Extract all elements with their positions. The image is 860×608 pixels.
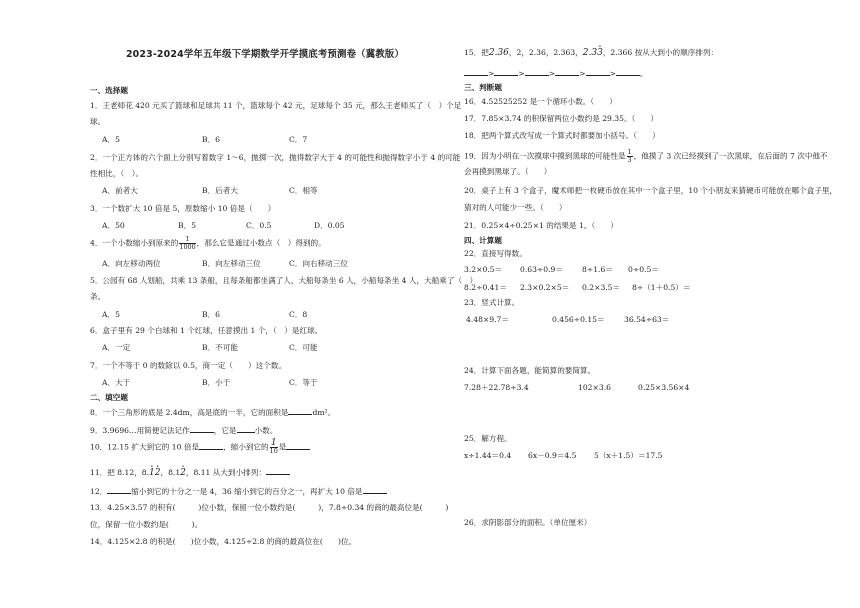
- question-5: 5．公园有 68 人划船，共乘 13 条船，且每条船都坐满了人，大船每条坐 6 人，小船每条坐 4 人，大船乘了（ ）: [90, 276, 478, 285]
- option-b: B．5: [178, 221, 197, 230]
- unit-label: dm²。: [312, 408, 336, 417]
- question-19-text: 19．因为小明在一次摸球中摸到黑球的可能性是: [464, 151, 626, 161]
- answer-blank[interactable]: [286, 442, 310, 450]
- question-7: 7．一个不等于 0 的数除以 0.5，商一定（ ）这个数。: [90, 361, 287, 370]
- calc-item: 7.28＋22.78÷3.4: [464, 383, 529, 392]
- calc-item: 0÷0.5＝: [628, 265, 659, 274]
- section-heading: 一、选择题: [90, 86, 128, 95]
- section-heading: 二、填空题: [90, 393, 128, 402]
- question-18: 18．把两个算式改写成一个算式时都要加小括号。（ ）: [464, 131, 660, 140]
- calc-item: 102×3.6: [578, 383, 611, 392]
- question-20: 20．桌子上有 3 个盒子，魔术师把一枚硬币放在其中一个盒子里，10 个小朋友来猜硬币可能放在哪个盒子里，: [464, 186, 838, 195]
- question-17: 17．7.85×3.74 的积保留两位小数约是 29.35。（ ）: [464, 114, 659, 123]
- question-11-text: ，8.1: [160, 468, 181, 477]
- repeating-digit: • 3: [597, 48, 603, 58]
- greater-than: >: [579, 69, 586, 78]
- question-21: 21．0.25×4÷0.25×1 的结果是 1。（ ）: [464, 221, 619, 230]
- option-c: C．7: [289, 135, 308, 144]
- question-11: [90, 467, 290, 478]
- calc-item: 0.2×3.5＝: [582, 283, 621, 292]
- answer-blank[interactable]: [266, 467, 290, 475]
- question-15-text: ，2，2.36，2.363，: [508, 48, 583, 57]
- option-c: C．可能: [289, 343, 318, 352]
- question-24: 24．计算下面各题，能简算的要简算。: [464, 366, 596, 375]
- option-a: A．一定: [102, 343, 131, 352]
- question-19-text: ，他摸了 3 次已经摸到了一次黑球，在后面的 7 次中他不: [633, 151, 828, 161]
- question-15-text: 15．把: [464, 48, 489, 57]
- fraction-denominator: 1000: [179, 243, 196, 251]
- option-a: A．5: [102, 135, 120, 144]
- equation-item: 5（x＋1.5）＝17.5: [594, 451, 663, 460]
- question-19-cont: 会再摸到黑球了。（ ）: [464, 167, 552, 176]
- repeating-decimal: 2.36: [488, 48, 509, 58]
- question-9-text: ，它是: [213, 426, 237, 435]
- option-a: A．5: [102, 310, 120, 319]
- calc-item: 36.54÷63＝: [624, 315, 670, 324]
- fraction-numerator: 1: [627, 148, 632, 156]
- answer-blank[interactable]: [288, 407, 312, 415]
- question-16: 16．4.52525252 是一个循环小数。（ ）: [464, 97, 617, 106]
- greater-than: >: [518, 69, 525, 78]
- question-4-text: ，那么它是通过小数点（ ）得到的。: [196, 238, 326, 248]
- question-8: [90, 407, 335, 418]
- question-2-cont: 性相比，（ ）。: [90, 169, 144, 178]
- question-22: 22．直接写得数。: [464, 249, 527, 258]
- option-b: B．不可能: [202, 343, 238, 352]
- question-9: [90, 425, 277, 436]
- ordering-blanks: [464, 68, 647, 79]
- question-4-text: 4．一个小数缩小到原来的: [90, 238, 179, 248]
- repeating-digit: • 2: [180, 468, 186, 478]
- calc-item: 8.2÷0.41＝: [464, 283, 507, 292]
- section-heading: 四、计算题: [464, 236, 502, 245]
- question-5-cont: 条。: [90, 292, 106, 301]
- calc-item: 0.25×3.56×4: [638, 383, 690, 392]
- question-4: [90, 236, 326, 251]
- question-8-text: 8．一个三角形的底是 2.4dm，高是底的一半，它的面积是: [90, 408, 289, 417]
- option-c: C．向右移动三位: [289, 259, 348, 268]
- question-9-text: 9．3.9696…用简便记法记作: [90, 426, 190, 435]
- question-10: [90, 440, 310, 455]
- calc-item: 3.2×0.5＝: [464, 265, 503, 274]
- section-heading: 三、判断题: [464, 83, 502, 92]
- question-9-text: 小数。: [254, 426, 278, 435]
- answer-blank[interactable]: [237, 425, 255, 433]
- question-12: [90, 486, 387, 497]
- question-20-cont: 猜对的人可能少一些。（ ）: [464, 203, 567, 212]
- option-b: B．小于: [202, 378, 231, 387]
- question-10-text: 10．12.15 扩大到它的 10 倍是: [90, 442, 200, 452]
- calc-item: 8÷1.6＝: [582, 265, 613, 274]
- question-23: 23．竖式计算。: [464, 298, 520, 307]
- question-1: 1．王老师花 420 元买了篮球和足球共 11 个，篮球每个 42 元，足球每个 35 元，那么王老师买了（ ）个足: [90, 101, 462, 110]
- option-a: A．50: [102, 221, 125, 230]
- answer-blank[interactable]: [190, 425, 214, 433]
- calc-item: 0.456÷0.15＝: [552, 315, 605, 324]
- calc-item: 4.48×9.7＝: [466, 315, 509, 324]
- question-15-text: ，2.366 按从大到小的顺序排列：: [602, 48, 719, 57]
- answer-blank[interactable]: [494, 68, 518, 76]
- greater-than: >: [548, 69, 556, 78]
- fraction-denominator: 3: [627, 156, 632, 164]
- question-10-text: ，缩小到它的: [223, 442, 269, 452]
- question-6: 6．盒子里有 29 个白球和 1 个红球，任意摸出 1 个，（ ）是红球。: [90, 326, 323, 335]
- question-26: 26．求阴影部分的面积。（单位厘米）: [464, 518, 592, 527]
- answer-blank[interactable]: [586, 68, 610, 76]
- answer-blank[interactable]: [464, 68, 488, 76]
- question-3: 3．一个数扩大 10 倍是 5，原数缩小 10 倍是（ ）: [90, 204, 276, 213]
- question-11-text: 11．把 8.12，8.: [90, 468, 150, 477]
- option-c: C．8: [289, 310, 308, 319]
- option-c: C．等于: [289, 378, 318, 387]
- question-19: [464, 149, 828, 164]
- option-d: D．0.05: [314, 221, 345, 230]
- answer-blank[interactable]: [525, 68, 549, 76]
- fraction: [179, 236, 195, 251]
- option-a: A．向左移动两位: [102, 259, 161, 268]
- answer-blank[interactable]: [616, 68, 640, 76]
- option-b: B．6: [202, 135, 221, 144]
- fraction-denominator: 10: [269, 447, 278, 455]
- fraction-numerator: 1: [270, 438, 277, 448]
- equation-item: x÷1.44＝0.4: [464, 451, 512, 460]
- repeating-decimal: 2.3: [582, 48, 598, 58]
- fraction-numerator: 1: [179, 236, 195, 244]
- option-c: C．0.5: [246, 221, 272, 230]
- question-11-text: ，8.11 从大到小排列：: [185, 468, 266, 477]
- question-15: [464, 48, 718, 58]
- greater-than: >: [488, 69, 495, 78]
- question-13: 13．4.25×3.57 的积有( )位小数，保留一位小数约是( )，7.8÷0.34 的商的最高位是( ): [90, 503, 449, 512]
- answer-blank[interactable]: [107, 486, 131, 494]
- option-b: B．6: [202, 310, 221, 319]
- calc-item: 8÷（1＋0.5）＝: [632, 283, 691, 292]
- answer-blank[interactable]: [363, 486, 387, 494]
- repeating-digit: • 1: [149, 468, 155, 478]
- question-14: 14．4.125×2.8 的积是( )位小数，4.125÷2.8 的商的最高位在( )位。: [90, 537, 357, 546]
- equation-item: 6x－0.9＝4.5: [528, 451, 577, 460]
- question-13-cont: 位，保留一位小数约是( )。: [90, 520, 203, 529]
- calc-item: 2.3×0.2×5＝: [520, 283, 570, 292]
- question-1-cont: 球。: [90, 117, 106, 126]
- fraction: [270, 440, 278, 455]
- calc-item: 0.63÷0.9＝: [520, 265, 563, 274]
- question-15-text: 。: [639, 69, 648, 78]
- option-b: B．向左移动三位: [202, 259, 261, 268]
- greater-than: >: [609, 69, 616, 78]
- answer-blank[interactable]: [199, 442, 223, 450]
- option-a: A．前者大: [102, 186, 138, 195]
- option-c: C．相等: [289, 186, 318, 195]
- page-title: 2023-2024学年五年级下学期数学开学摸底考预测卷（冀教版）: [125, 49, 405, 60]
- question-12-text: 缩小到它的十分之一是 4，36 缩小到它的百分之一，再扩大 10 倍是: [131, 487, 363, 496]
- question-25: 25．解方程。: [464, 434, 512, 443]
- repeating-digit: • 2: [155, 468, 161, 478]
- answer-blank[interactable]: [555, 68, 579, 76]
- question-10-text: 是: [278, 442, 287, 452]
- question-12-text: 12．: [90, 487, 108, 496]
- option-b: B．后者大: [202, 186, 238, 195]
- question-2: 2．一个正方体的六个面上分别写着数字 1～6，抛掷一次，抛得数字大于 4 的可能性和抛得数字小于 4 的可能: [90, 153, 461, 162]
- option-a: A．大于: [102, 378, 131, 387]
- fraction: [627, 149, 633, 164]
